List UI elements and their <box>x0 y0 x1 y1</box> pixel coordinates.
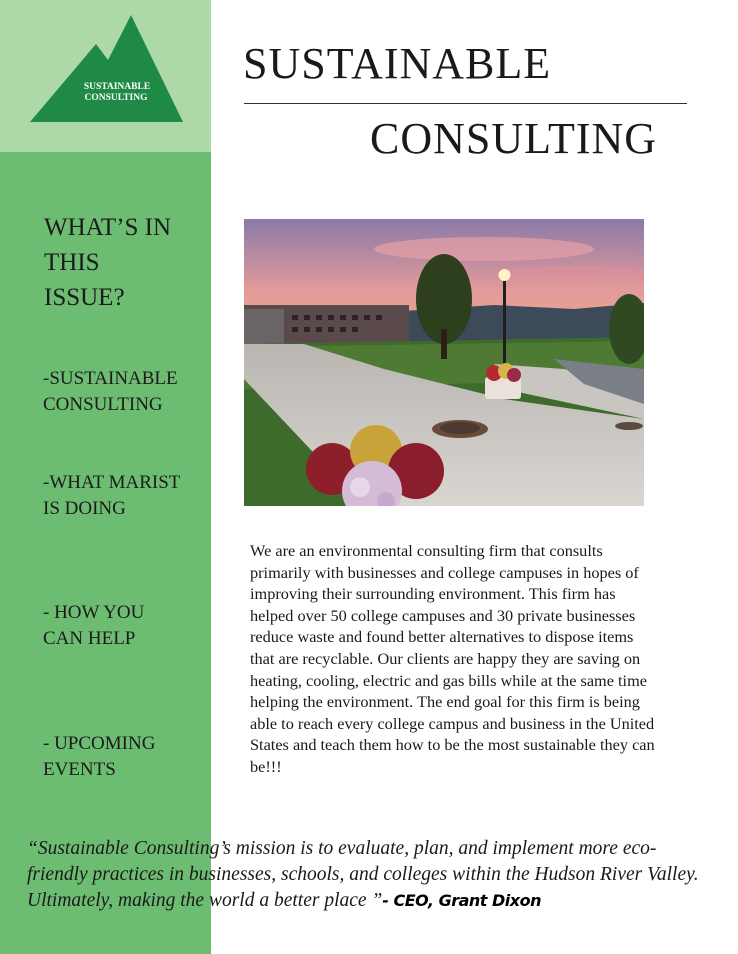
logo-panel <box>0 0 211 152</box>
toc-title: WHAT’S IN THIS ISSUE? <box>44 214 172 311</box>
quote-text: “Sustainable Consulting’s mission is to evaluate, plan, and implement more eco-friendly practices in businesses, schools, and colleges within the Hudson River Valley. Ultimately, making the world a better place ” <box>27 838 699 911</box>
toc-item-sustainable-consulting: -SUSTAINABLE CONSULTING <box>43 368 178 415</box>
logo-text-line2: CONSULTING <box>84 93 148 103</box>
logo-text-line1: SUSTAINABLE <box>83 82 151 92</box>
page-title-line2: CONSULTING <box>370 114 658 163</box>
toc-item-how-you-can-help: - HOW YOU CAN HELP <box>43 602 145 649</box>
mountain-shape <box>30 15 183 122</box>
quote-attribution: - CEO, Grant Dixon <box>382 891 541 910</box>
mission-quote <box>27 836 717 914</box>
title-divider <box>244 103 687 104</box>
page-title-line1: SUSTAINABLE <box>243 39 552 88</box>
mountain-logo <box>0 0 211 152</box>
toc-item-what-marist-is-doing: -WHAT MARIST IS DOING <box>43 472 181 519</box>
campus-sunset-photo <box>244 219 644 506</box>
toc-item-upcoming-events: - UPCOMING EVENTS <box>43 733 156 780</box>
article-paragraph: We are an environmental consulting firm that consults primarily with businesses and college campuses in hopes of improving their surrounding environment. This firm has helped over 50 college campuses and 30 private businesses reduce waste and found better alternatives to dispose items that are recyclable. Our clients are happy they are saving on heating, cooling, electric and gas bills while at the same time helping the environment. The end goal for this firm is being able to reach every college campus and business in the United States and teach them how to be the most sustainable they can be!!! <box>250 541 655 776</box>
